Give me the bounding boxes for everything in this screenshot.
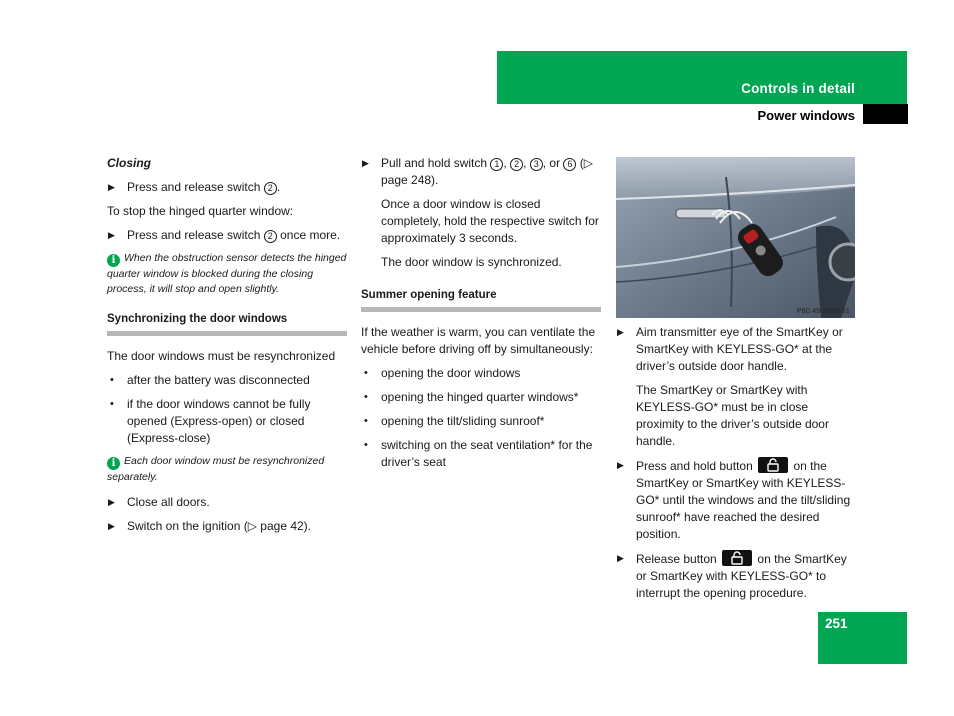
subsection-title: Power windows <box>757 108 855 123</box>
info-icon: i <box>107 457 120 470</box>
step-arrow-icon: ▶ <box>617 460 624 470</box>
unlock-button-icon <box>758 457 788 473</box>
page-number: 251 <box>825 616 848 631</box>
bullet-dot-icon: • <box>364 415 368 427</box>
closing-heading: Closing <box>107 156 151 170</box>
bullet-dot-icon: • <box>110 374 114 386</box>
photo-reference-label: P80.45-2058-31 <box>796 308 850 315</box>
subsection-bar <box>863 104 908 124</box>
header-banner <box>497 51 907 104</box>
step-arrow-icon: ▶ <box>362 158 369 168</box>
step-ignition: ▶ Switch on the ignition (▷ page 42). <box>108 519 312 533</box>
switch-number-badge: 2 <box>510 158 523 171</box>
switch-number-badge: 2 <box>264 230 277 243</box>
step-press-release: ▶ Press and release switch 2 . <box>108 180 281 194</box>
list-item: • if the door windows cannot be fully opened (Express-open) or closed (Express-close) <box>110 397 311 445</box>
bullet-dot-icon: • <box>364 391 368 403</box>
list-item: • opening the tilt/sliding sunroof* <box>364 414 545 428</box>
sync-heading: Synchronizing the door windows <box>107 311 347 336</box>
bullet-dot-icon: • <box>364 367 368 379</box>
step-arrow-icon: ▶ <box>617 553 624 563</box>
step-release-button: ▶ Release button on the SmartKey or SmartKey with KEYLESS-GO* to interrupt the opening procedure. <box>617 552 847 600</box>
step-press-hold-button: ▶ Press and hold button on the SmartKey or SmartKey with KEYLESS-GO* until the windows and the tilt/sliding sunroof* have reached the desired position. <box>617 459 851 541</box>
section-title: Controls in detail <box>741 81 855 96</box>
step-pull-hold: ▶ Pull and hold switch 1 , 2 , 3 , or 6 (▷ page 248). <box>362 156 593 187</box>
step-close-doors: ▶ Close all doors. <box>108 495 210 509</box>
step-press-release-once-more: ▶ Press and release switch 2 once more. <box>108 228 341 242</box>
bullet-dot-icon: • <box>110 398 114 410</box>
sync-para-2: The door window is synchronized. <box>381 255 562 269</box>
unlock-button-icon <box>722 550 752 566</box>
stop-text: To stop the hinged quarter window: <box>107 204 294 218</box>
step-arrow-icon: ▶ <box>108 497 115 507</box>
info-icon: i <box>107 254 120 267</box>
switch-number-badge: 2 <box>264 182 277 195</box>
smartkey-door-photo <box>616 157 855 318</box>
step-arrow-icon: ▶ <box>108 230 115 240</box>
info-note-separately: i Each door window must be resynchronized separately. <box>107 455 325 483</box>
car-door-illustration <box>616 157 855 318</box>
list-item: • after the battery was disconnected <box>110 373 310 387</box>
sync-para-1: Once a door window is closed completely, hold the respective switch for approximately 3 seconds. <box>381 197 599 245</box>
step-arrow-icon: ▶ <box>108 521 115 531</box>
step-arrow-icon: ▶ <box>617 327 624 337</box>
column-left <box>107 155 347 542</box>
sync-intro: The door windows must be resynchronized <box>107 349 336 363</box>
column-middle <box>361 155 601 478</box>
list-item: • opening the hinged quarter windows* <box>364 390 579 404</box>
proximity-para: The SmartKey or SmartKey with KEYLESS-GO* must be in close proximity to the driver’s outside door handle. <box>636 383 829 448</box>
summer-intro: If the weather is warm, you can ventilate the vehicle before driving off by simultaneously: <box>361 325 596 356</box>
page-number-box <box>818 612 907 664</box>
step-arrow-icon: ▶ <box>108 182 115 192</box>
switch-number-badge: 3 <box>530 158 543 171</box>
list-item: • opening the door windows <box>364 366 521 380</box>
column-right <box>616 324 858 609</box>
summer-heading: Summer opening feature <box>361 287 601 312</box>
list-item: • switching on the seat ventilation* for the driver’s seat <box>364 438 593 469</box>
bullet-dot-icon: • <box>364 439 368 451</box>
switch-number-badge: 1 <box>490 158 503 171</box>
switch-number-badge: 6 <box>563 158 576 171</box>
info-note-obstruction: i When the obstruction sensor detects the hinged quarter window is blocked during the closing process, it will stop and open slightly. <box>107 252 347 295</box>
step-aim-transmitter: ▶ Aim transmitter eye of the SmartKey or SmartKey with KEYLESS-GO* at the driver’s outside door handle. <box>617 325 843 373</box>
